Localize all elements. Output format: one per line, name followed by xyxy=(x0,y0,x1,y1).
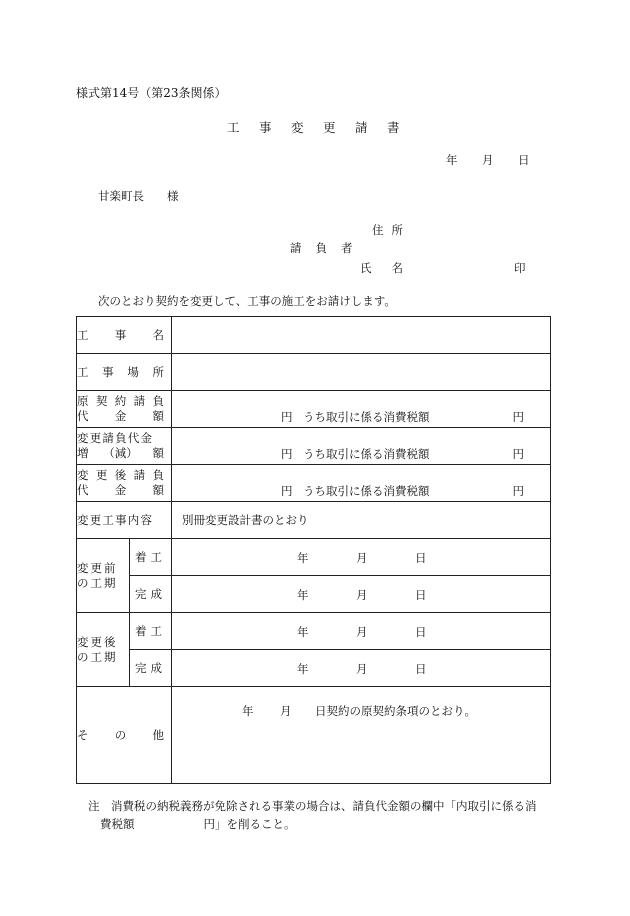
document-date: 年 月 日 xyxy=(446,153,530,167)
after-finish-label: 完成 xyxy=(130,650,172,687)
work-place-field[interactable] xyxy=(172,354,551,391)
before-finish-label: 完成 xyxy=(130,576,172,613)
table-row-work-place xyxy=(77,354,551,391)
before-period-label: 変更前 の工期 xyxy=(77,539,130,613)
change-request-table xyxy=(76,316,551,784)
after-amount-field[interactable]: 円 うち取引に係る消費税額 円 xyxy=(172,465,551,502)
table-row-original-amount xyxy=(77,391,551,428)
table-row-change-content xyxy=(77,502,551,539)
work-name-label: 工 事 名 xyxy=(77,317,172,354)
name-label: 氏名 xyxy=(360,261,423,275)
before-finish-date[interactable]: 年 月 日 xyxy=(172,576,551,613)
other-field[interactable]: 年 月 日契約の原契約条項のとおり。 xyxy=(172,687,551,784)
other-label: そ の 他 xyxy=(77,687,172,784)
change-content-field[interactable]: 別冊変更設計書のとおり xyxy=(172,502,551,539)
footnote-line2: 費税額 円」を削ること。 xyxy=(100,817,296,831)
before-start-label: 着工 xyxy=(130,539,172,576)
address-label: 住所 xyxy=(372,223,411,237)
seal-mark: 印 xyxy=(514,261,526,275)
table-row-before-finish xyxy=(77,576,551,613)
table-row-change-amount xyxy=(77,428,551,465)
table-row-after-finish xyxy=(77,650,551,687)
after-finish-date[interactable]: 年 月 日 xyxy=(172,650,551,687)
addressee: 甘楽町長 様 xyxy=(98,189,179,203)
table-row-after-amount xyxy=(77,465,551,502)
after-amount-label: 変 更 後 請 負 代 金 額 xyxy=(77,465,172,502)
table-row-work-name xyxy=(77,317,551,354)
before-start-date[interactable]: 年 月 日 xyxy=(172,539,551,576)
contractor-label: 請負者 xyxy=(290,241,367,255)
work-place-label: 工 事 場 所 xyxy=(77,354,172,391)
change-amount-field[interactable]: 円 うち取引に係る消費税額 円 xyxy=(172,428,551,465)
table-row-other xyxy=(77,687,551,784)
document-title: 工 事 変 更 請 書 xyxy=(227,120,402,135)
work-name-field[interactable] xyxy=(172,317,551,354)
table-row-before-start xyxy=(77,539,551,576)
change-content-label: 変更工事内容 xyxy=(77,502,172,539)
original-amount-field[interactable]: 円 うち取引に係る消費税額 円 xyxy=(172,391,551,428)
after-start-date[interactable]: 年 月 日 xyxy=(172,613,551,650)
intro-text: 次のとおり契約を変更して、工事の施工をお請けします。 xyxy=(98,294,396,308)
change-amount-label: 変更請負代金 増 （減） 額 xyxy=(77,428,172,465)
footnote-line1: 注 消費税の納税義務が免除される事業の場合は、請負代金額の欄中「内取引に係る消 xyxy=(88,799,537,813)
table-row-after-start xyxy=(77,613,551,650)
form-number: 様式第14号（第23条関係） xyxy=(76,86,227,100)
original-amount-label: 原 契 約 請 負 代 金 額 xyxy=(77,391,172,428)
after-period-label: 変更後 の工期 xyxy=(77,613,130,687)
after-start-label: 着工 xyxy=(130,613,172,650)
